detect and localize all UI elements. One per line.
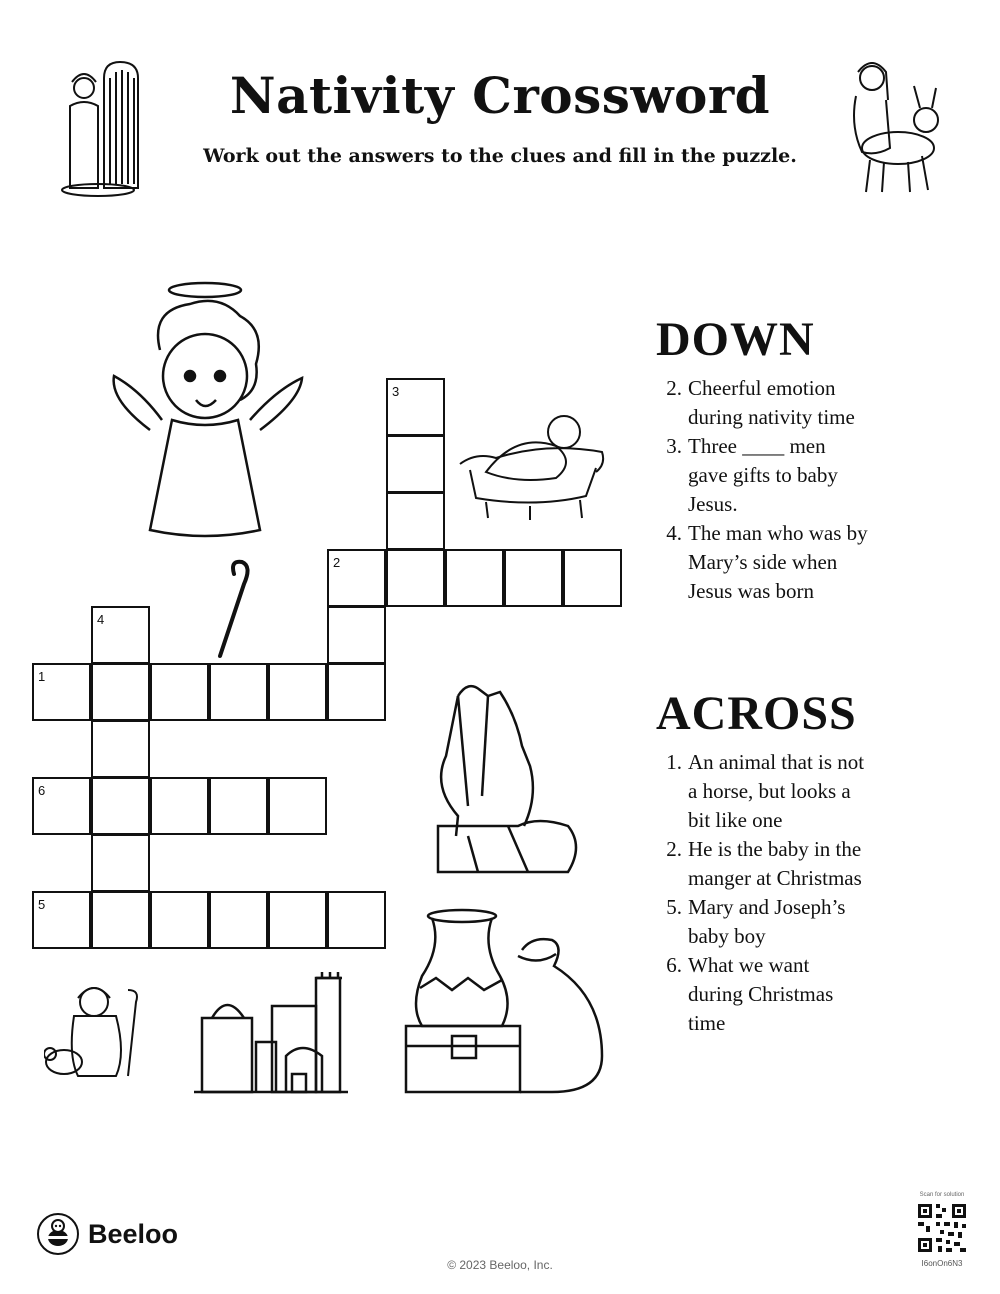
crossword-cell[interactable] bbox=[32, 663, 91, 721]
clue-item: 6. What we want during Christmas time bbox=[666, 953, 834, 1035]
qr-caption: Scan for solution bbox=[919, 1192, 965, 1198]
clue-number: 5 bbox=[38, 897, 46, 912]
crossword-cell[interactable] bbox=[445, 549, 504, 607]
across-heading: ACROSS bbox=[656, 687, 857, 740]
crossword-cell[interactable] bbox=[91, 606, 150, 664]
clue-number: 2 bbox=[333, 555, 341, 570]
crossword-cell[interactable] bbox=[327, 663, 386, 721]
crossword-cell[interactable] bbox=[91, 834, 150, 892]
clue-number: 3 bbox=[392, 384, 400, 399]
crossword-cell[interactable] bbox=[386, 435, 445, 493]
manger-baby-illustration bbox=[456, 402, 606, 522]
bee-logo-icon bbox=[36, 1212, 80, 1256]
clue-number: 6 bbox=[38, 783, 46, 798]
qr-code-label: I6onOn6N3 bbox=[921, 1259, 963, 1268]
crossword-cell[interactable] bbox=[209, 891, 268, 949]
clue-item: 3. Three ____ men gave gifts to baby Jesus. bbox=[666, 434, 838, 516]
gifts-treasure-illustration bbox=[402, 906, 608, 1096]
copyright-text: © 2023 Beeloo, Inc. bbox=[447, 1258, 553, 1272]
crossword-cell[interactable] bbox=[91, 891, 150, 949]
crossword-cell[interactable] bbox=[504, 549, 563, 607]
across-clues bbox=[656, 687, 996, 1038]
crossword-cell[interactable] bbox=[327, 606, 386, 664]
shepherd-staff-illustration bbox=[212, 556, 262, 660]
crossword-cell[interactable] bbox=[32, 777, 91, 835]
clue-number: 1 bbox=[38, 669, 46, 684]
angel-illustration bbox=[110, 280, 310, 540]
crossword-cell[interactable] bbox=[563, 549, 622, 607]
crossword-cell[interactable] bbox=[91, 720, 150, 778]
shepherd-with-sheep-illustration bbox=[44, 976, 140, 1086]
crossword-cell[interactable] bbox=[386, 492, 445, 550]
crossword-cell[interactable] bbox=[268, 663, 327, 721]
qr-code-icon[interactable] bbox=[916, 1202, 968, 1254]
clue-item: 1. An animal that is not a horse, but looks a bit like one bbox=[666, 750, 865, 832]
crossword-cell[interactable] bbox=[268, 891, 327, 949]
crossword-cell[interactable] bbox=[209, 777, 268, 835]
crossword-cell[interactable] bbox=[150, 777, 209, 835]
crossword-cell[interactable] bbox=[327, 549, 386, 607]
crossword-cell[interactable] bbox=[386, 549, 445, 607]
brand-name: Beeloo bbox=[88, 1218, 179, 1249]
crossword-cell[interactable] bbox=[386, 378, 445, 436]
crossword-cell[interactable] bbox=[150, 891, 209, 949]
clue-item: 4. The man who was by Mary’s side when Jesus was born bbox=[666, 521, 868, 603]
crossword-cell[interactable] bbox=[209, 663, 268, 721]
down-heading: DOWN bbox=[656, 313, 815, 366]
beeloo-logo[interactable] bbox=[36, 1212, 178, 1256]
crossword-cell[interactable] bbox=[91, 777, 150, 835]
innkeeper-door-illustration bbox=[58, 58, 150, 198]
bethlehem-town-illustration bbox=[192, 968, 352, 1096]
crossword-cell[interactable] bbox=[91, 663, 150, 721]
crossword-cell[interactable] bbox=[32, 891, 91, 949]
clue-number: 4 bbox=[97, 612, 105, 627]
down-clues bbox=[656, 313, 996, 606]
clue-item: 2. Cheerful emotion during nativity time bbox=[666, 376, 855, 429]
mary-on-donkey-illustration bbox=[836, 56, 946, 196]
crossword-cell[interactable] bbox=[327, 891, 386, 949]
page-subtitle: Work out the answers to the clues and fill in the puzzle. bbox=[203, 145, 797, 167]
page-title: Nativity Crossword bbox=[229, 66, 771, 125]
crossword-cell[interactable] bbox=[150, 663, 209, 721]
clue-item: 5. Mary and Joseph’s baby boy bbox=[666, 895, 846, 948]
clue-item: 2. He is the baby in the manger at Christmas bbox=[666, 837, 862, 890]
praying-hands-illustration bbox=[428, 676, 582, 876]
crossword-cell[interactable] bbox=[268, 777, 327, 835]
